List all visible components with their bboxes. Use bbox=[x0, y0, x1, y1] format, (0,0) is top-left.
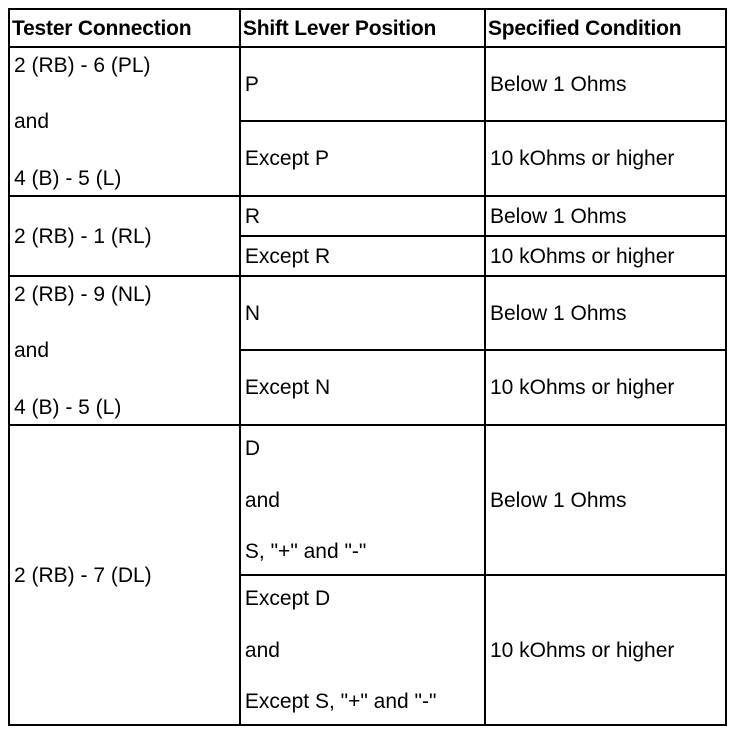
header-row bbox=[9, 9, 726, 47]
position-line: Except S, "+" and "-" bbox=[244, 690, 437, 713]
shift-lever-position-cell bbox=[240, 575, 485, 725]
tester-connection-cell bbox=[9, 47, 240, 196]
header-tester-connection: Tester Connection bbox=[9, 9, 240, 47]
position-line: Except D bbox=[244, 587, 331, 610]
connection-line: and bbox=[14, 339, 50, 362]
specified-condition-cell: 10 kOhms or higher bbox=[485, 575, 726, 725]
shift-lever-position-cell: R bbox=[240, 196, 485, 236]
table-row bbox=[9, 196, 726, 236]
shift-lever-position-cell: Except P bbox=[240, 121, 485, 196]
position-line: S, "+" and "-" bbox=[244, 540, 367, 563]
shift-lever-position-cell bbox=[240, 425, 485, 575]
table-row bbox=[9, 276, 726, 350]
tester-connection-cell: 2 (RB) - 1 (RL) bbox=[9, 196, 240, 276]
shift-lever-position-cell: P bbox=[240, 47, 485, 121]
specified-condition-cell: 10 kOhms or higher bbox=[485, 236, 726, 276]
connection-line: 2 (RB) - 9 (NL) bbox=[14, 282, 152, 306]
specified-condition-cell: Below 1 Ohms bbox=[485, 196, 726, 236]
position-line: and bbox=[244, 638, 280, 662]
connection-line: 4 (B) - 5 (L) bbox=[14, 166, 122, 190]
specified-condition-cell: Below 1 Ohms bbox=[485, 276, 726, 350]
position-line: and bbox=[244, 488, 280, 512]
shift-lever-position-cell: Except N bbox=[240, 350, 485, 425]
header-shift-lever-position: Shift Lever Position bbox=[240, 9, 485, 47]
specified-condition-cell: 10 kOhms or higher bbox=[485, 121, 726, 196]
position-line: D bbox=[244, 437, 261, 460]
header-specified-condition: Specified Condition bbox=[485, 9, 726, 47]
specified-condition-cell: 10 kOhms or higher bbox=[485, 350, 726, 425]
connection-line: and bbox=[14, 110, 50, 133]
table-row bbox=[9, 47, 726, 121]
tester-connection-cell bbox=[9, 276, 240, 425]
specified-condition-cell: Below 1 Ohms bbox=[485, 425, 726, 575]
tester-connection-cell: 2 (RB) - 7 (DL) bbox=[9, 425, 240, 725]
connection-line: 2 (RB) - 6 (PL) bbox=[14, 53, 151, 77]
specification-table bbox=[8, 8, 727, 726]
connection-line: 4 (B) - 5 (L) bbox=[14, 395, 122, 419]
specified-condition-cell: Below 1 Ohms bbox=[485, 47, 726, 121]
shift-lever-position-cell: N bbox=[240, 276, 485, 350]
shift-lever-position-cell: Except R bbox=[240, 236, 485, 276]
table-row bbox=[9, 425, 726, 575]
